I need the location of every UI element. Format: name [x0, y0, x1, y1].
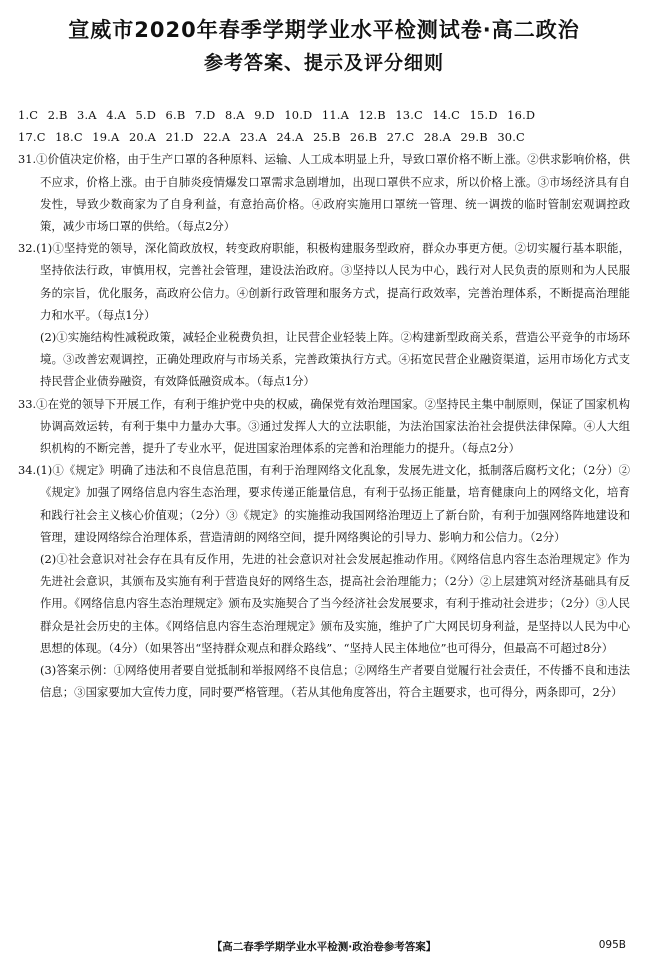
question-31-answer — [18, 148, 630, 237]
question-32-answer — [18, 237, 630, 392]
footer-code: 095B — [598, 939, 626, 951]
choice-answer: 29.B — [460, 130, 488, 145]
answer-paragraph: (3)答案示例：①网络使用者要自觉抵制和举报网络不良信息；②网络生产者要自觉履行社会责任，不传播不良和违法信息；③国家要加大宣传力度，同时要严格管理。（若从其他角度答出，符合主题要求，也可得分，两条即可，2分） — [40, 663, 630, 700]
choice-answer: 15.D — [469, 108, 498, 122]
answer-paragraph: (2)①社会意识对社会存在具有反作用，先进的社会意识对社会发展起推动作用。《网络信息内容生态治理规定》作为先进社会意识，其颁布及实施有利于营造良好的网络生态，提高社会治理能力；（2分）②上层建筑对经济基础具有反作用。《网络信息内容生态治理规定》颁布及实施契合了当今经济社会发展要求，有利于推动社会进步；（2分）③人民群众是社会历史的主体。《网络信息内容生态治理规定》颁布及实施，维护了广大网民切身利益，是坚持以人民为中心思想的体现。（4分）（如果答出“坚持群众观点和群众路线”、“坚持人民主体地位”也可得分，但最高不可超过8分） — [40, 552, 630, 655]
choice-answer: 10.D — [284, 108, 313, 122]
choice-answer: 22.A — [203, 130, 231, 145]
choice-answers-row-1 — [18, 104, 630, 126]
answer-paragraph: 34.(1)①《规定》明确了违法和不良信息范围，有利于治理网络文化乱象，发展先进文化，抵制落后腐朽文化；（2分）②《规定》加强了网络信息内容生态治理，要求传递正能量信息，有利于弘扬正能量，培育健康向上的网络文化，培育和践行社会主义核心价值观；（2分）③《规定》的实施推动我国网络治理迈上了新台阶，有利于加强网络阵地建设和管理，建设网络综合治理体系，营造清朗的网络空间，提升网络舆论的引导力、影响力和公信力。（2分） — [18, 463, 630, 544]
answer-paragraph: 31.①价值决定价格，由于生产口罩的各种原料、运输、人工成本明显上升，导致口罩价格不断上涨。②供求影响价格，供不应求，价格上涨。由于自肺炎疫情爆发口罩需求急剧增加，出现口罩供不应求，所以价格上涨。③市场经济具有自发性，导致少数商家为了自身利益，有意抬高价格。④政府实施用口罩统一管理、统一调拨的临时管制宏观调控政策，减少市场口罩的供给。（每点2分） — [18, 152, 630, 234]
choice-answer: 12.B — [358, 108, 386, 122]
choice-answer: 9.D — [254, 108, 275, 122]
choice-answer: 4.A — [106, 108, 126, 122]
choice-answer: 7.D — [194, 108, 216, 122]
choice-answer: 19.A — [92, 130, 120, 145]
footer-title: 【高二春季学期学业水平检测·政治卷参考答案】 — [211, 941, 437, 953]
answer-content — [18, 104, 630, 703]
choice-answer: 18.C — [55, 130, 83, 145]
choice-answer: 2.B — [47, 108, 68, 122]
choice-answer: 5.D — [135, 108, 157, 122]
choice-answer: 28.A — [423, 130, 452, 145]
answer-paragraph: (2)①实施结构性减税政策，减轻企业税费负担，让民营企业轻装上阵。②构建新型政商关系，营造公平竞争的市场环境。③改善宏观调控，正确处理政府与市场关系，完善政策执行方式。④拓宽民营企业融资渠道，运用市场化方式支持民营企业债券融资，有效降低融资成本。（每点1分） — [40, 330, 630, 389]
choice-answer: 8.A — [225, 108, 245, 122]
choice-answer: 20.A — [128, 130, 157, 145]
page-subtitle: 参考答案、提示及评分细则 — [203, 52, 444, 74]
choice-answer: 17.C — [18, 130, 46, 145]
choice-answer: 11.A — [321, 108, 350, 122]
choice-answer: 30.C — [497, 130, 525, 145]
question-33-answer — [18, 393, 630, 460]
question-34-answer — [18, 459, 630, 703]
choice-answer: 25.B — [313, 130, 341, 145]
choice-answer: 24.A — [276, 130, 304, 145]
page-title: 宣威市2020年春季学期学业水平检测试卷·高二政治 — [68, 18, 580, 42]
choice-answer: 13.C — [395, 108, 423, 122]
choice-answer: 23.A — [239, 130, 267, 145]
choice-answer: 16.D — [507, 108, 536, 122]
choice-answer: 1.C — [18, 108, 39, 122]
choice-answer: 14.C — [432, 108, 461, 122]
choice-answer: 21.D — [165, 130, 194, 145]
answer-paragraph: 32.(1)①坚持党的领导，深化简政放权，转变政府职能，积极构建服务型政府，群众办事更方便。②切实履行基本职能，坚持依法行政，审慎用权，完善社会管理，建设法治政府。③坚持以人民为中心，践行对人民负责的原则和为人民服务的宗旨，优化服务，高政府公信力。④创新行政管理和服务方式，提高行政效率，完善治理体系，不断提高治理能力和水平。（每点1分） — [18, 241, 630, 322]
choice-answer: 3.A — [77, 108, 97, 122]
choice-answers-row-2 — [18, 126, 630, 148]
choice-answer: 6.B — [165, 108, 186, 122]
choice-answer: 27.C — [386, 130, 415, 145]
answer-paragraph: 33.①在党的领导下开展工作，有利于维护党中央的权威，确保党有效治理国家。②坚持民主集中制原则，保证了国家机构协调高效运转，有利于集中力量办大事。③通过发挥人大的立法职能，为法治国家法治社会提供法律保障。④人大组织机构的不断完善，提升了专业水平，促进国家治理体系的完善和治理能力的提升。（每点2分） — [18, 396, 630, 456]
choice-answer: 26.B — [349, 130, 378, 145]
